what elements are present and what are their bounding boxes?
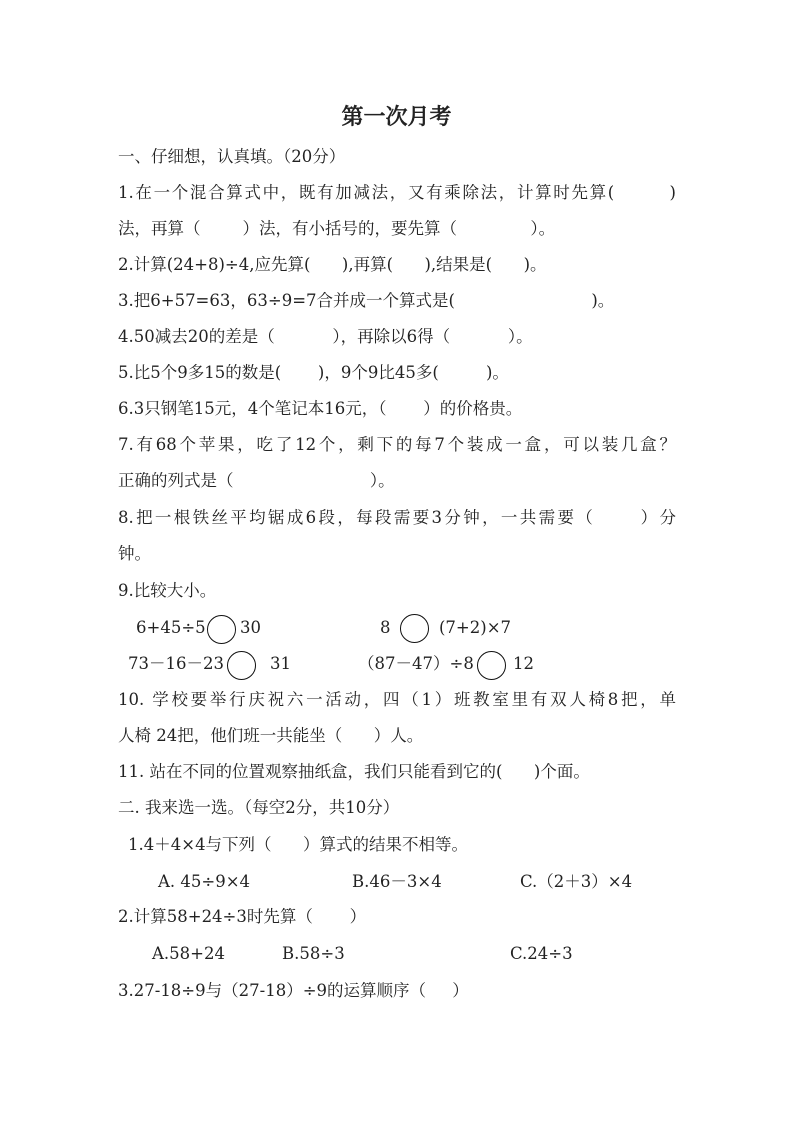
compare-right: 12	[513, 654, 534, 673]
question-7-line-1: 7.有68个苹果，吃了12个，剩下的每7个装成一盒，可以装几盒？	[118, 435, 676, 454]
question-10-line-1: 10. 学校要举行庆祝六一活动，四（1）班教室里有双人椅8把，单	[118, 690, 676, 709]
compare-left: 8	[380, 618, 391, 637]
compare-right: 31	[270, 654, 291, 673]
compare-circle[interactable]	[207, 615, 236, 644]
question-5: 5.比5个9多15的数是( )，9个9比45多( )。	[118, 363, 509, 382]
compare-right: 30	[240, 618, 261, 637]
compare-circle[interactable]	[227, 651, 256, 680]
option-a[interactable]: A. 45÷9×4	[158, 872, 251, 891]
section1-heading: 一、仔细想，认真填。（20分）	[118, 147, 346, 166]
section2-heading: 二. 我来选一选。（每空2分，共10分）	[118, 798, 400, 817]
option-c[interactable]: C.（2＋3）×4	[520, 872, 633, 891]
option-b[interactable]: B.46－3×4	[352, 872, 442, 891]
compare-left: 73－16－23	[128, 654, 224, 673]
question-3: 3.把6+57=63，63÷9=7合并成一个算式是( )。	[118, 291, 615, 310]
compare-right: (7+2)×7	[439, 618, 512, 637]
page-title: 第一次月考	[341, 105, 452, 130]
question-9: 9.比较大小。	[118, 581, 217, 600]
question-1-line-2: 法，再算（ ）法，有小括号的，要先算（ ）。	[118, 219, 556, 238]
option-b[interactable]: B.58÷3	[282, 944, 345, 963]
question-4: 4.50减去20的差是（ ），再除以6得（ ）。	[118, 327, 533, 346]
option-c[interactable]: C.24÷3	[510, 944, 573, 963]
question-1-line-1: 1.在一个混合算式中，既有加减法，又有乘除法，计算时先算( )	[118, 183, 676, 202]
compare-left: 6+45÷5	[136, 618, 206, 637]
question-8-line-2: 钟。	[118, 544, 151, 563]
choice-question-1: 1.4＋4×4与下列（ ）算式的结果不相等。	[128, 835, 469, 854]
option-a[interactable]: A.58+24	[152, 944, 225, 963]
question-11: 11. 站在不同的位置观察抽纸盒，我们只能看到它的( )个面。	[118, 762, 590, 781]
choice-question-2: 2.计算58+24÷3时先算（ ）	[118, 907, 367, 926]
question-7-line-2: 正确的列式是（ ）。	[118, 471, 395, 490]
compare-circle[interactable]	[400, 614, 429, 643]
compare-circle[interactable]	[477, 651, 506, 680]
question-6: 6.3只钢笔15元，4个笔记本16元，（ ）的价格贵。	[118, 399, 523, 418]
choice-question-3: 3.27-18÷9与（27-18）÷9的运算顺序（ ）	[118, 981, 469, 1000]
question-10-line-2: 人椅 24把，他们班一共能坐（ ）人。	[118, 726, 424, 745]
question-2: 2.计算(24+8)÷4,应先算( ),再算( ),结果是( )。	[118, 255, 547, 274]
question-8-line-1: 8.把一根铁丝平均锯成6段，每段需要3分钟，一共需要（ ）分	[118, 508, 676, 527]
compare-left: （87－47）÷8	[358, 654, 474, 673]
